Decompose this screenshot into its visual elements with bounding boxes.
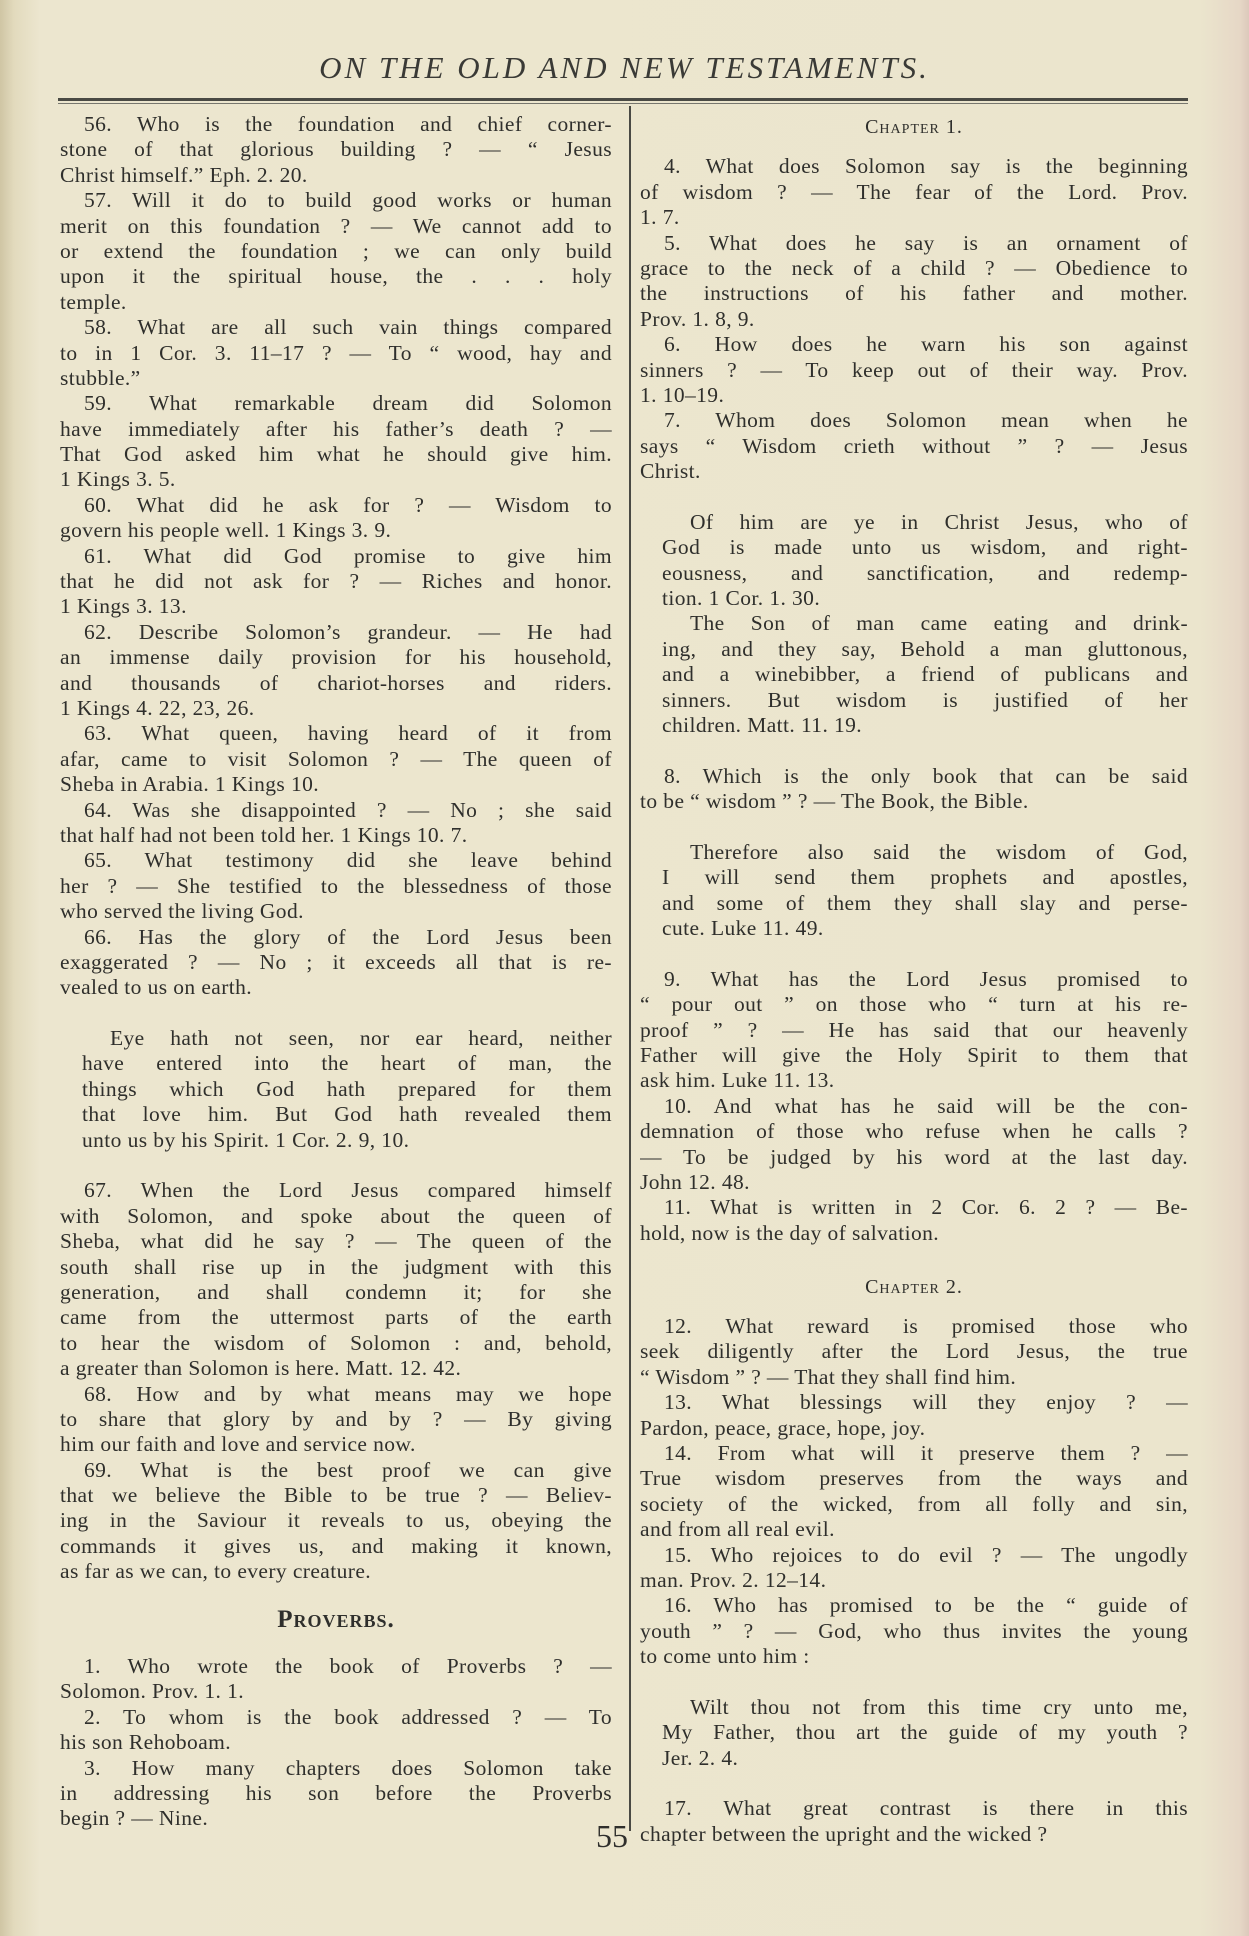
text-line: 63. What queen, having heard of it from <box>84 721 612 746</box>
text-line: Eye hath not seen, nor ear heard, neither <box>110 1026 612 1051</box>
text-line: to hear the wisdom of Solomon : and, behold, <box>60 1330 612 1355</box>
question-answer <box>60 848 612 924</box>
paragraph-gap <box>60 1153 612 1178</box>
text-line: stone of that glorious building ? — “ Jesus <box>60 137 612 162</box>
text-line: 10. And what has he said will be the con- <box>664 1093 1188 1118</box>
text-line: Christ. <box>640 459 701 484</box>
text-line: and some of them they shall slay and perse- <box>662 890 1188 915</box>
text-line: that we believe the Bible to be true ? — Believ- <box>60 1483 612 1508</box>
paragraph-gap <box>640 1246 1188 1271</box>
text-line: in addressing his son before the Proverbs <box>60 1781 612 1806</box>
question-answer <box>60 112 612 188</box>
text-line: exaggerated ? — No ; it exceeds all that is re- <box>60 949 612 974</box>
text-line: came from the uttermost parts of the earth <box>60 1305 612 1330</box>
text-line: sinners. But wisdom is justified of her <box>662 687 1188 712</box>
text-line: 1 Kings 3. 13. <box>60 594 187 619</box>
text-line: says “ Wisdom crieth without ” ? — Jesus <box>640 433 1188 458</box>
question-answer <box>640 1195 1188 1246</box>
text-line: 2. To whom is the book addressed ? — To <box>84 1704 612 1729</box>
text-line: children. Matt. 11. 19. <box>662 713 863 737</box>
text-line: chapter between the upright and the wicked ? <box>640 1821 1048 1846</box>
text-line: proof ” ? — He has said that our heavenly <box>640 1017 1188 1042</box>
text-line: Wilt thou not from this time cry unto me, <box>690 1694 1188 1719</box>
text-line: vealed to us on earth. <box>60 975 253 1000</box>
text-line: stubble.” <box>60 365 141 390</box>
text-line: generation, and shall condemn it; for she <box>60 1279 612 1304</box>
text-line: cute. Luke 11. 49. <box>662 916 824 941</box>
question-answer <box>640 1094 1188 1196</box>
text-line: 67. When the Lord Jesus compared himself <box>84 1178 612 1203</box>
text-line: who served the living God. <box>60 899 304 924</box>
text-line: — To be judged by his word at the last day. <box>640 1144 1188 1169</box>
question-answer <box>60 493 612 544</box>
text-line: “ Wisdom ” ? — That they shall find him. <box>640 1364 1017 1389</box>
text-line: unto us by his Spirit. 1 Cor. 2. 9, 10. <box>82 1127 410 1152</box>
text-line: ing in the Saviour it reveals to us, obeying the <box>60 1508 612 1533</box>
text-line: her ? — She testified to the blessedness of those <box>60 873 612 898</box>
text-line: God is made unto us wisdom, and right- <box>662 535 1188 560</box>
text-line: seek diligently after the Lord Jesus, the true <box>640 1339 1188 1364</box>
right-column <box>640 112 1188 1847</box>
question-answer <box>640 1796 1188 1847</box>
running-header: ON THE OLD AND NEW TESTAMENTS. <box>319 50 930 85</box>
text-line: 58. What are all such vain things compared <box>84 315 612 340</box>
question-answer <box>640 1390 1188 1441</box>
text-line: 56. Who is the foundation and chief corner- <box>84 112 612 136</box>
text-line: 5. What does he say is an ornament of <box>664 230 1188 255</box>
text-line: John 12. 48. <box>640 1170 750 1195</box>
question-answer <box>640 1441 1188 1543</box>
text-line: 6. How does he warn his son against <box>664 332 1188 357</box>
text-line: 8. Which is the only book that can be said <box>664 763 1188 788</box>
text-line: an immense daily provision for his household, <box>60 645 612 670</box>
text-line: him our faith and love and service now. <box>60 1432 416 1457</box>
paragraph-gap <box>640 1771 1188 1796</box>
text-line: temple. <box>60 289 127 314</box>
question-answer <box>640 1314 1188 1390</box>
text-line: 7. Whom does Solomon mean when he <box>664 408 1188 433</box>
text-line: the instructions of his father and mother. <box>640 281 1188 306</box>
text-line: 1. Who wrote the book of Proverbs ? — <box>84 1654 612 1679</box>
text-line: of wisdom ? — The fear of the Lord. Prov. <box>640 179 1188 204</box>
header-rule-thin <box>58 103 1188 104</box>
text-line: youth ” ? — God, who thus invites the young <box>640 1618 1188 1643</box>
text-line: and from all real evil. <box>640 1517 835 1542</box>
text-line: to share that glory by and by ? — By giving <box>60 1406 612 1431</box>
header-rule <box>58 98 1188 101</box>
question-answer <box>60 315 612 391</box>
text-line: afar, came to visit Solomon ? — The queen of <box>60 746 612 771</box>
text-line: south shall rise up in the judgment with this <box>60 1254 612 1279</box>
text-line: Sheba in Arabia. 1 Kings 10. <box>60 772 320 797</box>
text-line: and a winebibber, a friend of publicans and <box>662 662 1188 687</box>
question-answer <box>640 764 1188 815</box>
text-line: 59. What remarkable dream did Solomon <box>84 391 612 416</box>
text-line: that half had not been told her. 1 Kings 10. 7. <box>60 822 468 847</box>
text-line: hold, now is the day of salvation. <box>640 1220 940 1245</box>
question-answer <box>60 391 612 493</box>
text-line: Therefore also said the wisdom of God, <box>690 839 1188 864</box>
text-line: to in 1 Cor. 3. 11–17 ? — To “ wood, hay and <box>60 340 612 365</box>
scripture-quote <box>640 1695 1188 1771</box>
section-heading: Proverbs. <box>277 1605 395 1633</box>
text-line: a greater than Solomon is here. Matt. 12. 42. <box>60 1356 462 1381</box>
section-heading: Chapter 2. <box>865 1275 963 1298</box>
text-line: My Father, thou art the guide of my youth ? <box>662 1720 1188 1745</box>
question-answer <box>640 1593 1188 1669</box>
text-line: 69. What is the best proof we can give <box>84 1457 612 1482</box>
text-line: and thousands of chariot-horses and riders. <box>60 670 612 695</box>
text-line: with Solomon, and spoke about the queen of <box>60 1203 612 1228</box>
scripture-quote <box>640 840 1188 942</box>
column-divider <box>629 106 631 1831</box>
text-line: to come unto him : <box>640 1644 810 1669</box>
text-line: ing, and they say, Behold a man gluttonous, <box>662 636 1188 661</box>
text-line: begin ? — Nine. <box>60 1806 209 1831</box>
text-line: as far as we can, to every creature. <box>60 1559 372 1584</box>
question-answer <box>640 1543 1188 1594</box>
text-line: 57. Will it do to build good works or human <box>84 188 612 213</box>
text-line: Prov. 1. 8, 9. <box>640 306 755 331</box>
section-heading: Chapter 1. <box>865 116 963 138</box>
paragraph-gap <box>640 942 1188 967</box>
text-line: 11. What is written in 2 Cor. 6. 2 ? — Be- <box>664 1195 1188 1220</box>
question-answer <box>640 408 1188 484</box>
text-line: commands it gives us, and making it known, <box>60 1533 612 1558</box>
question-answer <box>60 1654 612 1705</box>
text-line: The Son of man came eating and drink- <box>690 611 1188 636</box>
paragraph-gap <box>640 815 1188 840</box>
text-line: 62. Describe Solomon’s grandeur. — He had <box>84 619 612 644</box>
text-line: That God asked him what he should give him. <box>60 442 612 467</box>
text-line: demnation of those who refuse when he calls ? <box>640 1119 1188 1144</box>
scripture-quote <box>60 1026 612 1153</box>
question-answer <box>60 925 612 1001</box>
left-column <box>60 112 612 1832</box>
text-line: 3. How many chapters does Solomon take <box>84 1755 612 1780</box>
text-line: 1 Kings 3. 5. <box>60 467 176 492</box>
text-line: grace to the neck of a child ? — Obedience to <box>640 255 1188 280</box>
text-line: Of him are ye in Christ Jesus, who of <box>690 509 1188 534</box>
question-answer <box>640 332 1188 408</box>
paragraph-gap <box>640 484 1188 509</box>
scripture-quote <box>640 510 1188 612</box>
paragraph-gap <box>640 738 1188 763</box>
text-line: society of the wicked, from all folly and sin, <box>640 1491 1188 1516</box>
text-line: 13. What blessings will they enjoy ? — <box>664 1390 1188 1415</box>
scripture-quote <box>640 611 1188 738</box>
text-line: 16. Who has promised to be the “ guide of <box>664 1593 1188 1618</box>
question-answer <box>60 1382 612 1458</box>
text-line: or extend the foundation ; we can only build <box>60 238 612 263</box>
question-answer <box>60 721 612 797</box>
paragraph-gap <box>640 1669 1188 1694</box>
text-line: 64. Was she disappointed ? — No ; she said <box>84 797 612 822</box>
text-line: to be “ wisdom ” ? — The Book, the Bible. <box>640 789 1029 814</box>
text-line: things which God hath prepared for them <box>82 1076 612 1101</box>
text-line: “ pour out ” on those who “ turn at his re- <box>640 992 1188 1017</box>
text-line: 1. 10–19. <box>640 382 725 407</box>
paragraph-gap <box>60 1001 612 1026</box>
text-line: Christ himself.” Eph. 2. 20. <box>60 162 308 187</box>
text-line: that love him. But God hath revealed them <box>82 1102 612 1127</box>
question-answer <box>60 798 612 849</box>
question-answer <box>640 231 1188 333</box>
question-answer <box>60 1178 612 1381</box>
text-line: 12. What reward is promised those who <box>664 1314 1188 1338</box>
text-line: that he did not ask for ? — Riches and honor. <box>60 569 612 594</box>
text-line: ask him. Luke 11. 13. <box>640 1068 835 1093</box>
text-line: Solomon. Prov. 1. 1. <box>60 1679 244 1704</box>
text-line: 14. From what will it preserve them ? — <box>664 1440 1188 1465</box>
question-answer <box>60 188 612 315</box>
question-answer <box>640 967 1188 1094</box>
text-line: Father will give the Holy Spirit to them that <box>640 1043 1188 1068</box>
text-line: his son Rehoboam. <box>60 1730 232 1755</box>
text-line: Sheba, what did he say ? — The queen of the <box>60 1229 612 1254</box>
text-line: 60. What did he ask for ? — Wisdom to <box>84 492 612 517</box>
text-line: True wisdom preserves from the ways and <box>640 1466 1188 1491</box>
text-line: Pardon, peace, grace, hope, joy. <box>640 1415 926 1440</box>
text-line: 1. 7. <box>640 205 680 230</box>
text-line: 9. What has the Lord Jesus promised to <box>664 966 1188 991</box>
text-line: have entered into the heart of man, the <box>82 1051 612 1076</box>
text-line: 4. What does Solomon say is the beginning <box>664 154 1188 179</box>
text-line: have immediately after his father’s death ? — <box>60 416 612 441</box>
question-answer <box>60 1458 612 1585</box>
question-answer <box>60 1756 612 1832</box>
text-line: sinners ? — To keep out of their way. Prov. <box>640 357 1188 382</box>
question-answer <box>60 620 612 722</box>
text-line: man. Prov. 2. 12–14. <box>640 1567 827 1592</box>
question-answer <box>640 154 1188 230</box>
page-number: 55 <box>596 1818 628 1854</box>
text-line: 66. Has the glory of the Lord Jesus been <box>84 924 612 949</box>
question-answer <box>60 544 612 620</box>
text-line: 61. What did God promise to give him <box>84 543 612 568</box>
text-line: Jer. 2. 4. <box>662 1745 739 1770</box>
text-line: 17. What great contrast is there in this <box>664 1796 1188 1821</box>
text-line: merit on this foundation ? — We cannot add to <box>60 213 612 238</box>
text-line: 15. Who rejoices to do evil ? — The ungodly <box>664 1542 1188 1567</box>
text-line: upon it the spiritual house, the . . . holy <box>60 264 612 289</box>
text-line: tion. 1 Cor. 1. 30. <box>662 586 821 611</box>
text-line: 65. What testimony did she leave behind <box>84 848 612 873</box>
text-line: eousness, and sanctification, and redemp- <box>662 560 1188 585</box>
text-line: 1 Kings 4. 22, 23, 26. <box>60 695 255 720</box>
text-line: I will send them prophets and apostles, <box>662 865 1188 890</box>
text-line: 68. How and by what means may we hope <box>84 1381 612 1406</box>
question-answer <box>60 1705 612 1756</box>
text-line: govern his people well. 1 Kings 3. 9. <box>60 518 392 543</box>
